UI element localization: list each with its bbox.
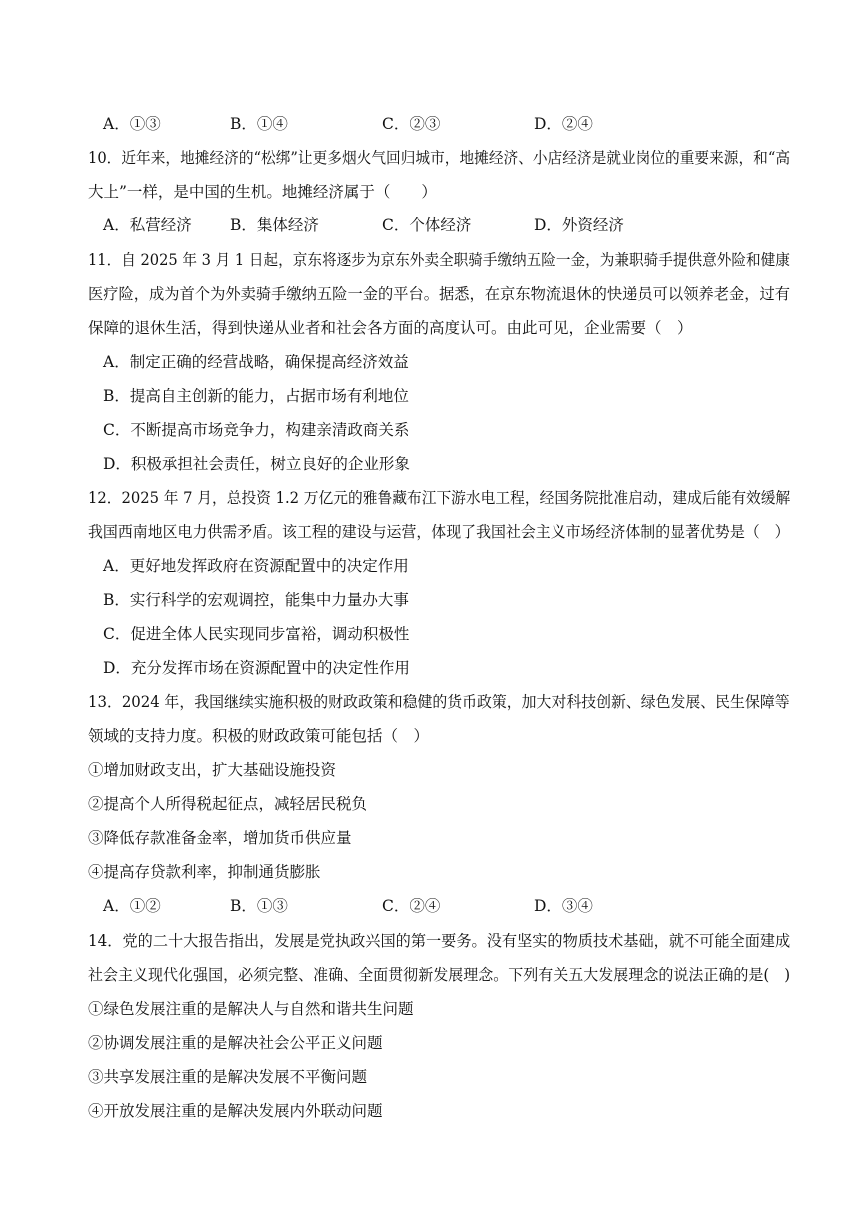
q13-item-3: ③降低存款准备金率，增加货币供应量 [88, 829, 352, 847]
q13-stem-line-1: 13．2024 年，我国继续实施积极的财政政策和稳健的货币政策，加大对科技创新、绿色发展、民生保障等 [88, 693, 790, 711]
q13-option-a: A．①② [103, 897, 161, 915]
q11-stem-line-2: 医疗险，成为首个为外卖骑手缴纳五险一金的平台。据悉，在京东物流退休的快递员可以领养老金，过有 [88, 285, 791, 303]
q11-option-b: B．提高自主创新的能力，占据市场有利地位 [103, 387, 409, 405]
q13-option-b: B．①③ [230, 897, 288, 915]
q10-option-a: A．私营经济 [103, 216, 192, 234]
q11-option-d: D．积极承担社会责任，树立良好的企业形象 [103, 455, 410, 473]
q12-stem-line-2: 我国西南地区电力供需矛盾。该工程的建设与运营，体现了我国社会主义市场经济体制的显著优势是（ ） [88, 523, 790, 541]
q11-option-a: A．制定正确的经营战略，确保提高经济效益 [103, 353, 409, 371]
q13-stem-line-2: 领域的支持力度。积极的财政政策可能包括（ ） [88, 727, 430, 745]
q14-item-3: ③共享发展注重的是解决发展不平衡问题 [88, 1068, 368, 1086]
q14-stem-line-2: 社会主义现代化强国，必须完整、准确、全面贯彻新发展理念。下列有关五大发展理念的说法正确的是( ) [88, 966, 791, 984]
q13-option-c: C．②④ [382, 897, 441, 915]
q9-option-c: C．②③ [382, 115, 441, 133]
q10-stem-line-1: 10．近年来，地摊经济的“松绑”让更多烟火气回归城市，地摊经济、小店经济是就业岗位的重要来源，和“高 [88, 149, 791, 167]
q14-item-1: ①绿色发展注重的是解决人与自然和谐共生问题 [88, 1000, 414, 1018]
q13-item-4: ④提高存贷款利率，抑制通货膨胀 [88, 863, 321, 881]
q10-option-b: B．集体经济 [230, 216, 319, 234]
q14-item-2: ②协调发展注重的是解决社会公平正义问题 [88, 1034, 383, 1052]
q12-option-a: A．更好地发挥政府在资源配置中的决定作用 [103, 557, 409, 575]
q12-option-c: C．促进全体人民实现同步富裕，调动积极性 [103, 625, 410, 643]
q11-option-c: C．不断提高市场竞争力，构建亲清政商关系 [103, 421, 410, 439]
q12-stem-line-1: 12．2025 年 7 月，总投资 1.2 万亿元的雅鲁藏布江下游水电工程，经国务院批准启动，建成后能有效缓解 [88, 489, 791, 507]
q13-option-d: D．③④ [534, 897, 593, 915]
q10-option-d: D．外资经济 [534, 216, 624, 234]
q11-stem-line-3: 保障的退休生活，得到快递从业者和社会各方面的高度认可。由此可见，企业需要（ ） [88, 319, 693, 337]
q13-item-1: ①增加财政支出，扩大基础设施投资 [88, 761, 337, 779]
q9-option-b: B．①④ [230, 115, 288, 133]
q14-item-4: ④开放发展注重的是解决发展内外联动问题 [88, 1102, 383, 1120]
q10-option-c: C．个体经济 [382, 216, 472, 234]
q14-stem-line-1: 14．党的二十大报告指出，发展是党执政兴国的第一要务。没有坚实的物质技术基础，就不可能全面建成 [88, 932, 791, 950]
q12-option-b: B．实行科学的宏观调控，能集中力量办大事 [103, 591, 409, 609]
q11-stem-line-1: 11．自 2025 年 3 月 1 日起，京东将逐步为京东外卖全职骑手缴纳五险一金，为兼职骑手提供意外险和健康 [88, 251, 790, 269]
q10-stem-line-2: 大上”一样，是中国的生机。地摊经济属于（ ） [88, 183, 437, 201]
q12-option-d: D．充分发挥市场在资源配置中的决定性作用 [103, 659, 410, 677]
q13-item-2: ②提高个人所得税起征点，减轻居民税负 [88, 795, 368, 813]
q9-option-d: D．②④ [534, 115, 593, 133]
q9-option-a: A．①③ [103, 115, 161, 133]
